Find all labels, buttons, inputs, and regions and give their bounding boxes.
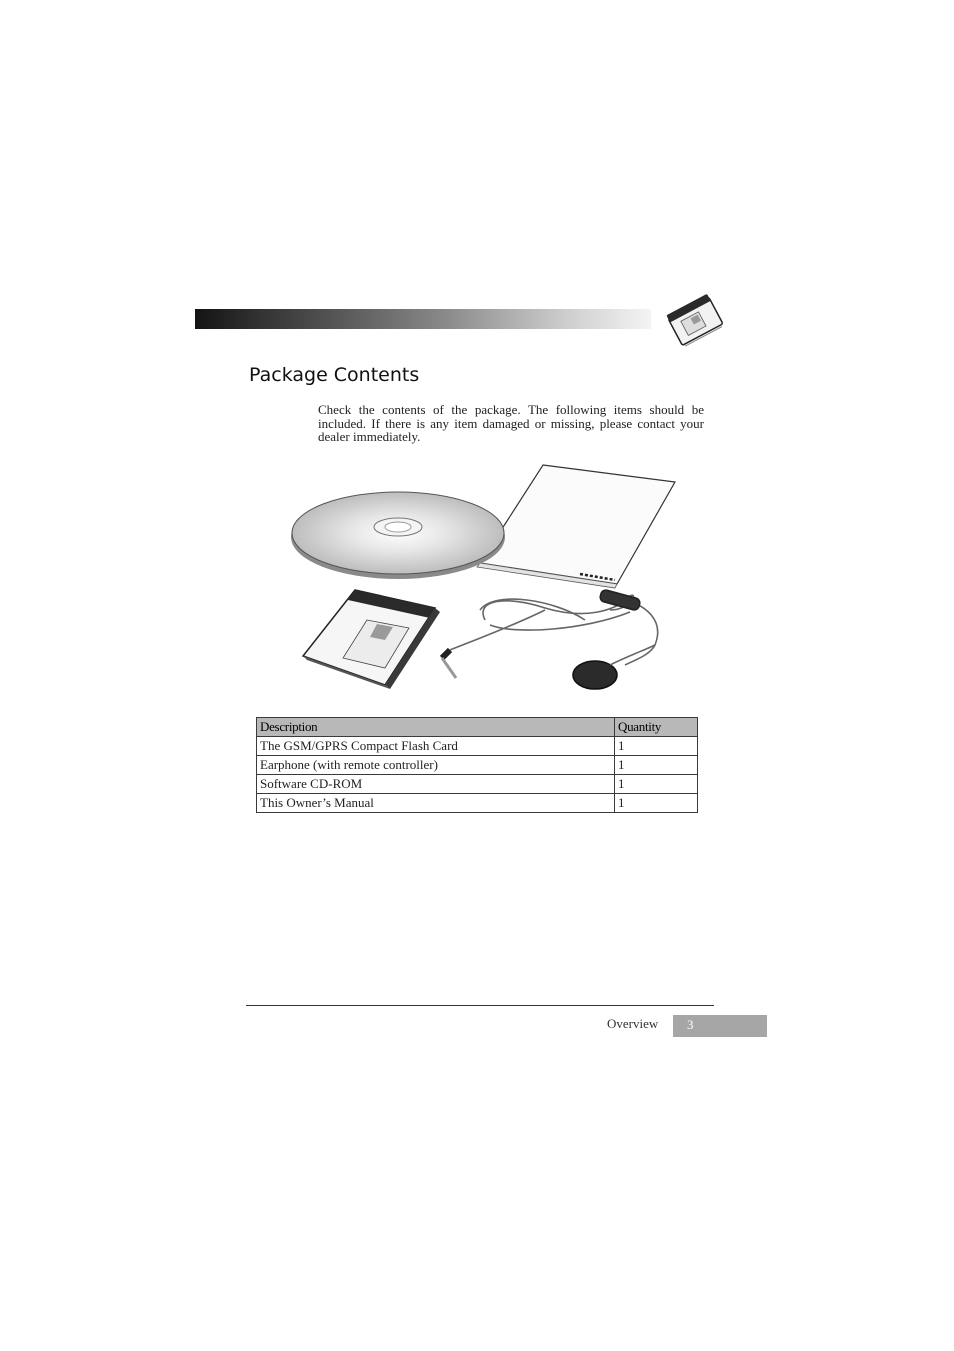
- table-row: [257, 737, 698, 756]
- header-gradient-bar: [195, 309, 651, 329]
- footer-divider: [246, 1005, 714, 1006]
- row-description: Earphone (with remote controller): [257, 756, 615, 775]
- row-quantity: 1: [615, 775, 698, 794]
- compact-flash-card-icon: [660, 292, 732, 348]
- table-row: [257, 756, 698, 775]
- manual-booklet-illustration: [477, 465, 675, 588]
- table-header-row: [257, 718, 698, 737]
- row-quantity: 1: [615, 737, 698, 756]
- row-description: The GSM/GPRS Compact Flash Card: [257, 737, 615, 756]
- cf-card-illustration: [303, 590, 440, 689]
- earphone-illustration: [442, 589, 658, 689]
- package-contents-illustration: [285, 460, 680, 700]
- footer-page-box: [673, 1015, 767, 1037]
- table-row: [257, 775, 698, 794]
- intro-paragraph: Check the contents of the package. The following items should be included. If there is any item damaged or missing, please contact your dealer immediately.: [318, 402, 704, 444]
- row-quantity: 1: [615, 794, 698, 813]
- footer-section-name: Overview: [607, 1016, 659, 1031]
- header-quantity: Quantity: [615, 718, 698, 737]
- row-quantity: 1: [615, 756, 698, 775]
- page-title: Package Contents: [249, 364, 420, 386]
- row-description: This Owner’s Manual: [257, 794, 615, 813]
- page-number: 3: [687, 1017, 694, 1032]
- header-description: Description: [257, 718, 615, 737]
- package-contents-table: [256, 717, 698, 813]
- cd-rom-illustration: [291, 492, 505, 579]
- row-description: Software CD-ROM: [257, 775, 615, 794]
- table-row: [257, 794, 698, 813]
